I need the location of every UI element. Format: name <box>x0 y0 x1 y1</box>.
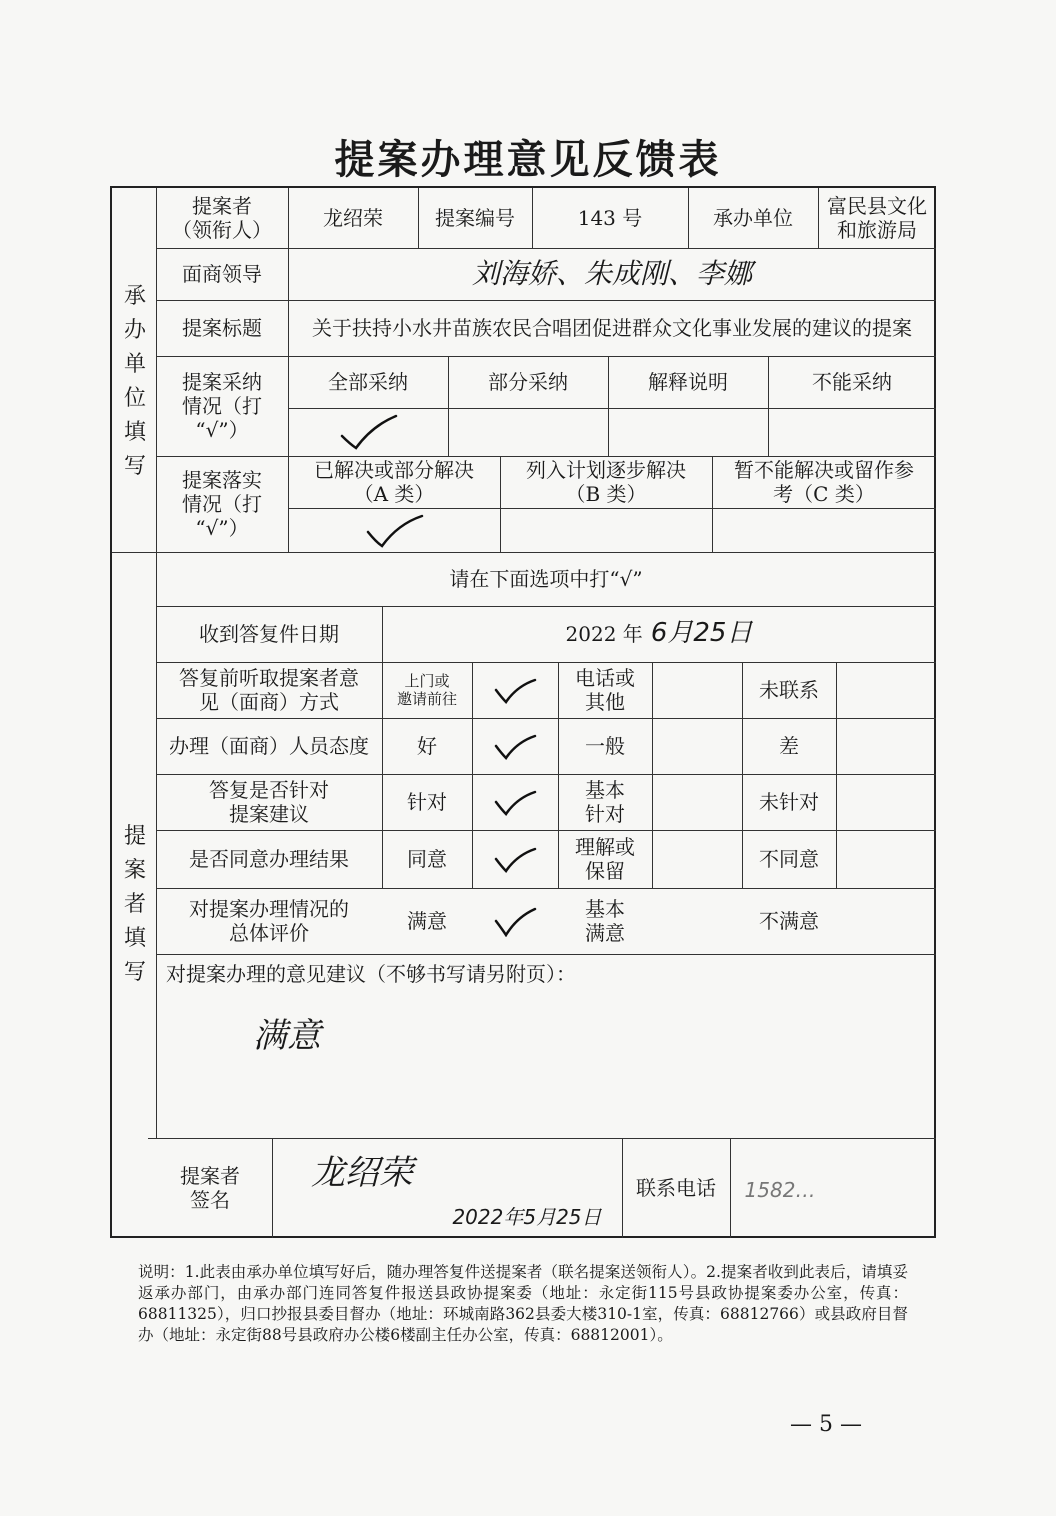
footnote-text: 说明：1.此表由承办单位填写好后，随办理答复件送提案者（联名提案送领衔人）。2.提案者收到此表后，请填妥返承办部门，由承办部门连同答复件报送县政协提案委（地址：永定街115号县政协提案委办公室，传真：68811325），归口抄报县委目督办（地址：环城南路362县委大楼310-1室，传真：68812766）或县政府目督办（地址：永定街88号县政府办公楼6楼副主任办公室，传真：68812001）。 <box>138 1263 908 1344</box>
adoption-checkmark-icon[interactable] <box>288 408 448 456</box>
proposer-name: 龙绍荣 <box>323 206 383 230</box>
eval-row-label: 办理（面商）人员态度 <box>169 734 369 758</box>
eval-row-option-2: 理解或 保留 <box>575 835 635 883</box>
adoption-option-partial: 部分采纳 <box>488 370 568 394</box>
implementation-checkmark-icon[interactable] <box>288 508 500 552</box>
opinion-handwritten[interactable]: 满意 <box>253 1015 321 1056</box>
implementation-option-a: 已解决或部分解决 （A 类） <box>314 458 474 506</box>
eval-row-option-1: 上门或 邀请前往 <box>396 672 457 708</box>
leaders-label: 面商领导 <box>182 262 262 286</box>
subject-label: 提案标题 <box>182 316 262 340</box>
eval-row-option-1: 同意 <box>407 847 447 871</box>
signature-handwritten-name[interactable]: 龙绍荣 <box>311 1152 413 1193</box>
instruction-text: 请在下面选项中打“√” <box>449 567 643 591</box>
eval-checkmark-icon[interactable] <box>472 718 558 774</box>
signature-label: 提案者 签名 <box>180 1164 240 1212</box>
adoption-option-explain: 解释说明 <box>648 370 728 394</box>
eval-row-option-3: 差 <box>779 734 799 758</box>
subject-value: 关于扶持小水井苗族农民合唱团促进群众文化事业发展的建议的提案 <box>312 316 912 340</box>
eval-row-option-2: 一般 <box>585 734 625 758</box>
eval-row-option-3: 不满意 <box>759 909 819 933</box>
eval-row-option-1: 针对 <box>407 790 447 814</box>
opinion-label: 对提案办理的意见建议（不够书写请另附页）： <box>166 962 576 986</box>
proposal-number-value: 143 号 <box>577 206 643 230</box>
reply-date-year: 2022 年 <box>565 622 643 646</box>
eval-row-label: 是否同意办理结果 <box>189 847 349 871</box>
eval-row-option-2: 基本 针对 <box>585 778 625 826</box>
eval-checkmark-icon[interactable] <box>472 888 558 954</box>
side-label-handler: 承 办 单 位 填 写 <box>123 284 146 479</box>
eval-row-option-3: 未联系 <box>759 678 819 702</box>
eval-row-option-2: 基本 满意 <box>585 897 625 945</box>
signature-handwritten-date[interactable]: 2022年5月25日 <box>452 1205 602 1229</box>
proposer-label: 提案者 （领衔人） <box>172 194 272 242</box>
feedback-form-table <box>110 186 936 1238</box>
adoption-label: 提案采纳 情况（打 “√”） <box>182 370 262 442</box>
reply-date-field[interactable] <box>382 606 936 662</box>
implementation-option-c: 暂不能解决或留作参 考（C 类） <box>734 458 914 506</box>
leaders-handwritten: 刘海娇、朱成刚、李娜 <box>471 257 752 291</box>
handling-unit-label: 承办单位 <box>713 206 793 230</box>
eval-row-label: 答复前听取提案者意 见（面商）方式 <box>179 666 359 714</box>
reply-date-label: 收到答复件日期 <box>199 622 339 646</box>
eval-row-option-3: 不同意 <box>759 847 819 871</box>
phone-label: 联系电话 <box>636 1176 716 1200</box>
proposal-number-label: 提案编号 <box>435 206 515 230</box>
eval-checkmark-icon[interactable] <box>472 774 558 830</box>
reply-date-handwritten: 6月25日 <box>650 618 753 649</box>
eval-row-option-1: 好 <box>417 734 437 758</box>
eval-checkmark-icon[interactable] <box>472 830 558 888</box>
implementation-option-b: 列入计划逐步解决 （B 类） <box>526 458 686 506</box>
eval-row-option-2: 电话或 其他 <box>575 666 635 714</box>
handling-unit-value: 富民县文化 和旅游局 <box>827 194 927 242</box>
eval-row-option-3: 未针对 <box>759 790 819 814</box>
eval-row-option-1: 满意 <box>407 909 447 933</box>
page-number: — 5 — <box>790 1412 862 1437</box>
side-label-proposer: 提 案 者 填 写 <box>123 824 146 985</box>
adoption-option-full: 全部采纳 <box>328 370 408 394</box>
phone-handwritten[interactable]: 1582… <box>744 1178 816 1202</box>
eval-checkmark-icon[interactable] <box>472 662 558 718</box>
implementation-label: 提案落实 情况（打 “√”） <box>182 468 262 540</box>
eval-row-label: 对提案办理情况的 总体评价 <box>189 897 349 945</box>
eval-row-label: 答复是否针对 提案建议 <box>209 778 329 826</box>
adoption-option-reject: 不能采纳 <box>812 370 892 394</box>
form-title: 提案办理意见反馈表 <box>334 136 722 183</box>
